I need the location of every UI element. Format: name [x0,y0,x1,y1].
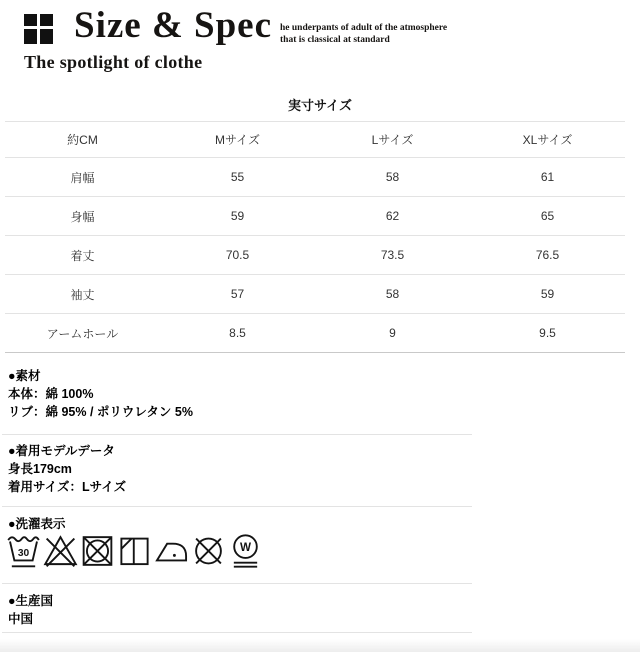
cell-value: 65 [470,197,625,236]
row-label: 肩幅 [5,158,160,197]
material-line: 本体：綿 100% [8,387,94,401]
brand-tagline [280,22,510,47]
cell-value: 62 [315,197,470,236]
cell-value: 58 [315,158,470,197]
row-label: 着丈 [5,236,160,275]
row-label: アームホール [5,314,160,353]
table-row [5,314,625,353]
section-divider [2,434,472,435]
section-divider [2,506,472,507]
model-data-section [8,442,126,496]
origin-line: 中国 [8,612,34,626]
table-row [5,275,625,314]
cell-value: 9 [315,314,470,353]
page-header [0,0,640,90]
brand-title: Size & Spec [74,5,273,46]
cell-value: 61 [470,158,625,197]
column-header-l: Lサイズ [315,122,470,158]
origin-section-title: ●生産国 [8,594,54,608]
cell-value: 73.5 [315,236,470,275]
iron-low-heat-icon [154,529,189,573]
care-section-title: ●洗濯表示 [8,517,66,531]
svg-text:W: W [239,541,252,554]
section-divider [2,583,472,584]
row-label: 身幅 [5,197,160,236]
cell-value: 70.5 [160,236,315,275]
tagline-line-2: that is classical at standard [280,35,390,46]
row-label: 袖丈 [5,275,160,314]
cell-value: 59 [470,275,625,314]
table-row [5,197,625,236]
cell-value: 57 [160,275,315,314]
model-section-title: ●着用モデルデータ [8,444,115,458]
do-not-dry-clean-icon [191,529,226,573]
model-line: 着用サイズ：Lサイズ [8,480,127,494]
column-header-unit: 約CM [5,122,160,158]
material-section-title: ●素材 [8,369,41,383]
table-row [5,236,625,275]
laundry-symbols-row [6,529,263,573]
section-divider [2,632,472,633]
do-not-tumble-dry-icon [80,529,115,573]
tagline-line-1: he underpants of adult of the atmosphere [280,23,448,33]
hang-dry-in-shade-icon [117,529,152,573]
cell-value: 55 [160,158,315,197]
column-header-xl: XLサイズ [470,122,625,158]
size-table-header-row [5,122,625,158]
cell-value: 9.5 [470,314,625,353]
column-header-m: Mサイズ [160,122,315,158]
table-row [5,158,625,197]
cell-value: 59 [160,197,315,236]
wash-30-gentle-icon [6,529,41,573]
cell-value: 58 [315,275,470,314]
four-squares-grid-icon [24,14,53,44]
cell-value: 76.5 [470,236,625,275]
model-line: 身長179cm [8,462,72,476]
cell-value: 8.5 [160,314,315,353]
svg-text:30: 30 [17,548,30,560]
material-line: リブ：綿 95% / ポリウレタン 5% [8,405,193,419]
size-spec-table [5,121,625,353]
wet-clean-very-gentle-icon [228,529,263,573]
size-table-title: 実寸サイズ [288,98,352,113]
material-section [8,367,193,421]
do-not-bleach-icon [43,529,78,573]
origin-section [8,592,53,628]
bottom-fade [0,639,640,652]
brand-subtitle: The spotlight of clothe [24,52,203,72]
